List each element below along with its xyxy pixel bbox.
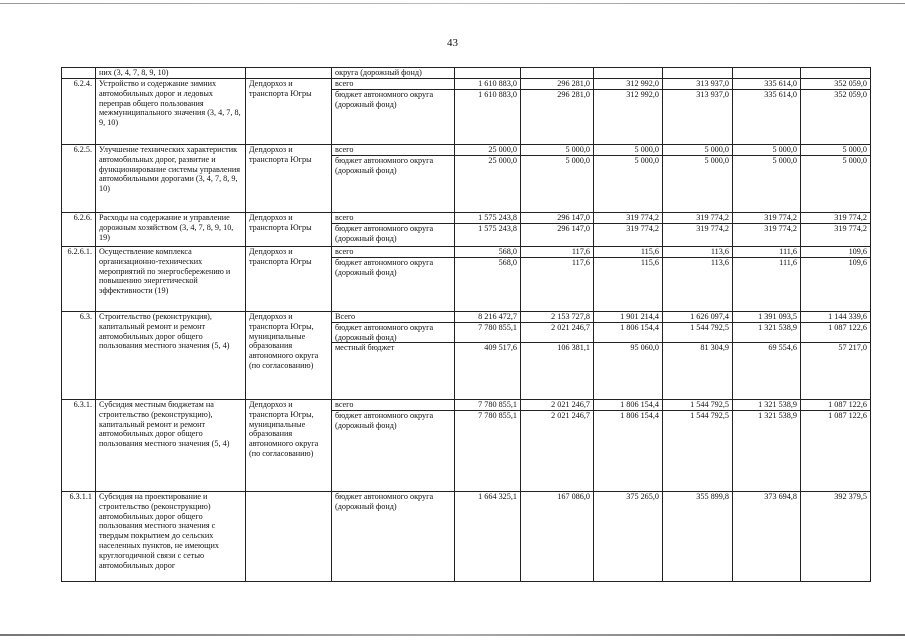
amount: [594, 68, 662, 78]
amount: 1 575 243,8: [478, 213, 517, 222]
funding-source: бюджет автономного округа (дорожный фонд): [332, 257, 454, 278]
value-cell: [663, 68, 733, 79]
funding-source: бюджет автономного округа (дорожный фонд): [332, 322, 454, 343]
amount: 113,6: [663, 257, 732, 278]
amount: 373 694,8: [764, 492, 797, 501]
amount: 1 087 122,6: [828, 400, 867, 409]
value-cell: [733, 145, 801, 213]
amount: 313 937,0: [696, 79, 729, 88]
row-executor: Депдорхоз и транспорта Югры: [246, 145, 332, 213]
value-cell: [455, 492, 521, 582]
amount: 313 937,0: [663, 89, 732, 110]
row-name: Строительство (реконструкция), капитальный ремонт и ремонт автомобильных дорог общего пользования местного значения (5, 4): [96, 312, 246, 400]
row-executor: [246, 492, 332, 582]
value-cell: [663, 492, 733, 582]
row-name: Субсидия местным бюджетам на строительство (реконструкцию), капитальный ремонт и ремонт автомобильных дорог общего пользования местного значения (5, 4): [96, 400, 246, 492]
amount: 1 087 122,6: [801, 410, 870, 431]
amount: 5 000,0: [565, 145, 590, 154]
amount: 1 626 097,4: [690, 312, 729, 321]
amount: [733, 68, 800, 78]
amount: 1 575 243,8: [455, 223, 520, 244]
value-cell: [455, 79, 521, 145]
value-cell: [521, 312, 594, 400]
amount: 296 147,0: [557, 213, 590, 222]
amount: 296 281,0: [557, 79, 590, 88]
value-cell: [594, 68, 663, 79]
amount: 319 774,2: [594, 223, 662, 244]
row-name: них (3, 4, 7, 8, 9, 10): [96, 68, 246, 79]
row-executor: Депдорхоз и транспорта Югры, муниципальные образования автономного округа (по согласованию): [246, 312, 332, 400]
amount: 2 153 727,8: [551, 312, 590, 321]
row-code: 6.3.: [62, 312, 96, 400]
value-cell: [663, 247, 733, 312]
row-name: Субсидия на проектирование и строительство (реконструкцию) автомобильных дорог общего пользования местного значения с твердым покрытием до сельских населенных пунктов, не имеющих круглогодичной связи с сетью автомобильных дорог: [96, 492, 246, 582]
funding-source: округа (дорожный фонд): [335, 68, 422, 77]
amount: 375 265,0: [626, 492, 659, 501]
value-cell: [594, 247, 663, 312]
amount: 319 774,2: [764, 213, 797, 222]
value-cell: [594, 400, 663, 492]
row-sources: [332, 145, 455, 213]
amount: 1 087 122,6: [801, 322, 870, 343]
amount: 5 000,0: [704, 145, 729, 154]
value-cell: [594, 145, 663, 213]
value-cell: [521, 68, 594, 79]
funding-source: бюджет автономного округа (дорожный фонд): [332, 89, 454, 110]
amount: 117,6: [521, 257, 593, 278]
value-cell: [663, 213, 733, 247]
amount: 5 000,0: [772, 145, 797, 154]
amount: 1 321 538,9: [733, 322, 800, 343]
value-cell: [663, 312, 733, 400]
amount: 352 059,0: [834, 79, 867, 88]
value-cell: [521, 145, 594, 213]
funding-source: всего: [335, 79, 354, 88]
amount: 5 000,0: [801, 155, 870, 176]
amount: 25 000,0: [488, 145, 517, 154]
row-sources: [332, 213, 455, 247]
amount: 296 281,0: [521, 89, 593, 110]
value-cell: [733, 400, 801, 492]
amount: 7 780 855,1: [478, 400, 517, 409]
amount: 5 000,0: [842, 145, 867, 154]
table-row: [62, 312, 871, 400]
row-name: Осуществление комплекса организационно-технических мероприятий по энергосбережению и повышению энергетической эффективности (19): [96, 247, 246, 312]
funding-source: бюджет автономного округа (дорожный фонд): [332, 223, 454, 244]
amount: 111,6: [779, 247, 797, 256]
amount: 319 774,2: [663, 223, 732, 244]
amount: 109,6: [801, 257, 870, 278]
value-cell: [521, 213, 594, 247]
row-code: 6.3.1.: [62, 400, 96, 492]
row-code: [62, 68, 96, 79]
value-cell: [455, 312, 521, 400]
row-name: Улучшение технических характеристик автомобильных дорог, развитие и функционирование системы управления автомобильными дорогами (3, 4, 7, 8, 9, 10): [96, 145, 246, 213]
funding-source: всего: [335, 400, 354, 409]
amount: 1 664 325,1: [478, 492, 517, 501]
value-cell: [455, 145, 521, 213]
amount: 5 000,0: [634, 145, 659, 154]
value-cell: [801, 492, 871, 582]
table-body: [62, 68, 871, 582]
row-code: 6.2.5.: [62, 145, 96, 213]
amount: 25 000,0: [455, 155, 520, 176]
value-cell: [521, 247, 594, 312]
value-cell: [663, 79, 733, 145]
amount: 1 544 792,5: [690, 400, 729, 409]
amount: 5 000,0: [594, 155, 662, 176]
funding-source: бюджет автономного округа (дорожный фонд): [332, 410, 454, 431]
row-sources: [332, 247, 455, 312]
table-row: [62, 145, 871, 213]
amount: 1 901 214,4: [620, 312, 659, 321]
amount: 319 774,2: [626, 213, 659, 222]
amount: 568,0: [498, 247, 517, 256]
table-row: [62, 247, 871, 312]
row-code: 6.2.4.: [62, 79, 96, 145]
row-code: 6.2.6.: [62, 213, 96, 247]
value-cell: [521, 400, 594, 492]
amount: 1 806 154,4: [594, 322, 662, 343]
amount: 319 774,2: [733, 223, 800, 244]
amount: 115,6: [594, 257, 662, 278]
amount: 8 216 472,7: [478, 312, 517, 321]
amount: 568,0: [455, 257, 520, 278]
row-executor: [246, 68, 332, 79]
value-cell: [455, 68, 521, 79]
value-cell: [663, 400, 733, 492]
amount: [455, 68, 520, 78]
row-code: 6.3.1.1: [62, 492, 96, 582]
amount: 312 992,0: [594, 89, 662, 110]
funding-source: всего: [335, 145, 354, 154]
bottom-border-line: [0, 634, 905, 636]
value-cell: [801, 68, 871, 79]
row-name: Устройство и содержание зимних автомобильных дорог и ледовых переправ общего пользования межмуниципального значения (3, 4, 7, 8, 9, 10): [96, 79, 246, 145]
value-cell: [521, 79, 594, 145]
value-cell: [733, 213, 801, 247]
row-executor: Депдорхоз и транспорта Югры: [246, 213, 332, 247]
amount: 95 060,0: [594, 342, 662, 353]
amount: 69 554,6: [733, 342, 800, 353]
row-sources: [332, 492, 455, 582]
row-sources: [332, 79, 455, 145]
amount: 115,6: [640, 247, 659, 256]
value-cell: [663, 145, 733, 213]
table-row: [62, 400, 871, 492]
amount: 1 144 339,6: [828, 312, 867, 321]
amount: [663, 68, 732, 78]
funding-source: всего: [335, 247, 354, 256]
amount: 1 806 154,4: [594, 410, 662, 431]
amount: 1 806 154,4: [620, 400, 659, 409]
row-name: Расходы на содержание и управление дорожным хозяйством (3, 4, 7, 8, 9, 10, 19): [96, 213, 246, 247]
amount: 1 610 883,0: [455, 89, 520, 110]
amount: 5 000,0: [733, 155, 800, 176]
amount: 1 544 792,5: [663, 410, 732, 431]
row-executor: Депдорхоз и транспорта Югры: [246, 79, 332, 145]
value-cell: [455, 213, 521, 247]
value-cell: [733, 312, 801, 400]
amount: 1 391 093,5: [758, 312, 797, 321]
amount: 319 774,2: [834, 213, 867, 222]
amount: 167 086,0: [557, 492, 590, 501]
amount: 5 000,0: [521, 155, 593, 176]
table-row: [62, 492, 871, 582]
amount: [521, 68, 593, 78]
value-cell: [801, 312, 871, 400]
funding-source: бюджет автономного округа (дорожный фонд): [335, 492, 434, 511]
row-sources: [332, 400, 455, 492]
amount: 111,6: [733, 257, 800, 278]
budget-table: [61, 67, 871, 582]
value-cell: [733, 68, 801, 79]
funding-source: Всего: [335, 312, 356, 321]
value-cell: [455, 247, 521, 312]
amount: 5 000,0: [663, 155, 732, 176]
amount: 296 147,0: [521, 223, 593, 244]
amount: 1 610 883,0: [478, 79, 517, 88]
amount: 392 379,5: [834, 492, 867, 501]
amount: 117,6: [571, 247, 590, 256]
funding-source: бюджет автономного округа (дорожный фонд): [332, 155, 454, 176]
amount: 2 021 246,7: [521, 410, 593, 431]
value-cell: [594, 213, 663, 247]
amount: 113,6: [710, 247, 729, 256]
amount: 2 021 246,7: [521, 322, 593, 343]
amount: 57 217,0: [801, 342, 870, 353]
amount: 335 614,0: [733, 89, 800, 110]
amount: 355 899,8: [696, 492, 729, 501]
amount: 335 614,0: [764, 79, 797, 88]
value-cell: [594, 492, 663, 582]
amount: 1 321 538,9: [733, 410, 800, 431]
value-cell: [801, 79, 871, 145]
amount: 7 780 855,1: [455, 322, 520, 343]
funding-source: местный бюджет: [332, 342, 454, 353]
value-cell: [733, 492, 801, 582]
amount: 2 021 246,7: [551, 400, 590, 409]
value-cell: [801, 400, 871, 492]
amount: 7 780 855,1: [455, 410, 520, 431]
row-code: 6.2.6.1.: [62, 247, 96, 312]
value-cell: [521, 492, 594, 582]
amount: [801, 68, 870, 78]
amount: 109,6: [848, 247, 867, 256]
value-cell: [733, 79, 801, 145]
value-cell: [801, 213, 871, 247]
value-cell: [594, 79, 663, 145]
amount: 1 321 538,9: [758, 400, 797, 409]
amount: 352 059,0: [801, 89, 870, 110]
value-cell: [801, 247, 871, 312]
amount: 106 381,1: [521, 342, 593, 353]
amount: 1 544 792,5: [663, 322, 732, 343]
value-cell: [455, 400, 521, 492]
value-cell: [733, 247, 801, 312]
page-number: 43: [447, 37, 458, 49]
table-row: [62, 79, 871, 145]
table-row: [62, 213, 871, 247]
funding-source: всего: [335, 213, 354, 222]
value-cell: [801, 145, 871, 213]
amount: 409 517,6: [455, 342, 520, 353]
row-executor: Депдорхоз и транспорта Югры, муниципальные образования автономного округа (по согласованию): [246, 400, 332, 492]
amount: 312 992,0: [626, 79, 659, 88]
table-row: [62, 68, 871, 79]
amount: 319 774,2: [801, 223, 870, 244]
value-cell: [594, 312, 663, 400]
row-sources: [332, 68, 455, 79]
amount: 319 774,2: [696, 213, 729, 222]
amount: 81 304,9: [663, 342, 732, 353]
row-sources: [332, 312, 455, 400]
top-border-line: [0, 3, 905, 4]
row-executor: Депдорхоз и транспорта Югры: [246, 247, 332, 312]
